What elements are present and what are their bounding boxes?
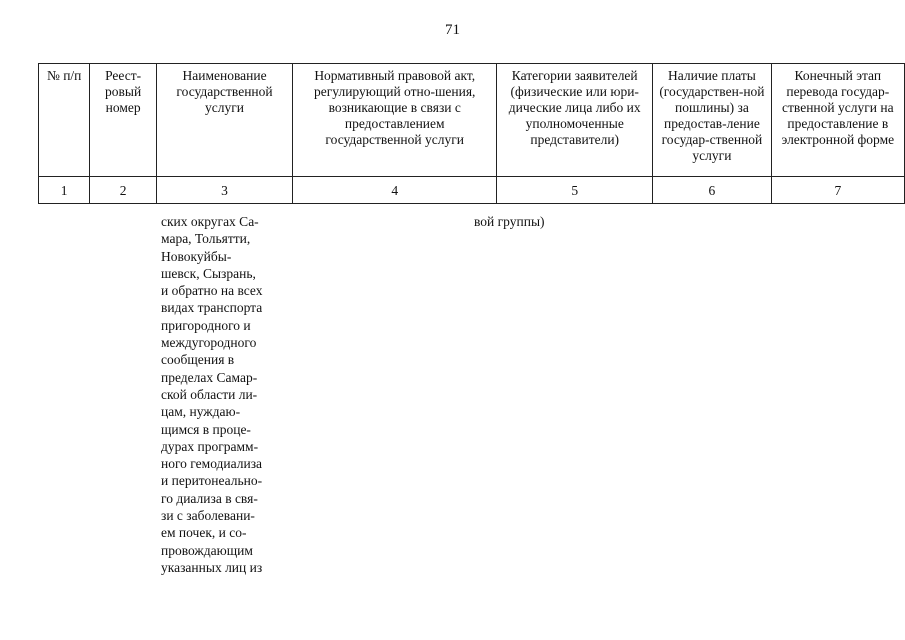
header-cell-applicant-categories: Категории заявителей (физические или юри-дические лица либо их уполномоченные представители) xyxy=(497,64,653,177)
continuation-text-col3 xyxy=(161,213,279,576)
column-number-cell: 6 xyxy=(653,177,771,204)
column-number-cell: 4 xyxy=(293,177,497,204)
column-number-cell: 3 xyxy=(156,177,292,204)
column-number-cell: 1 xyxy=(39,177,90,204)
column-number-cell: 7 xyxy=(771,177,904,204)
text-line: пригородного и xyxy=(161,317,251,333)
text-line: шевск, Сызрань, xyxy=(161,265,256,281)
text-line: дурах программ- xyxy=(161,438,259,454)
header-cell-legal-act: Нормативный правовой акт, регулирующий отно-шения, возникающие в связи с предоставлением государственной услуги xyxy=(293,64,497,177)
text-line: указанных лиц из xyxy=(161,559,263,575)
header-cell-registry-number: Реест-ровый номер xyxy=(90,64,157,177)
text-line: ских округах Са- xyxy=(161,214,259,229)
table-header-row xyxy=(39,64,905,177)
column-number-cell: 2 xyxy=(90,177,157,204)
text-line: провождающим xyxy=(161,542,253,558)
header-cell-final-stage: Конечный этап перевода государ-ственной услуги на предоставление в электронной форме xyxy=(771,64,904,177)
text-line: сообщения в xyxy=(161,352,235,368)
header-cell-service-name: Наименование государственной услуги xyxy=(156,64,292,177)
text-line: зи с заболевани- xyxy=(161,508,255,524)
continuation-text-col5: вой группы) xyxy=(474,214,545,229)
text-line: мара, Тольятти, xyxy=(161,231,251,247)
text-line: го диализа в свя- xyxy=(161,490,258,506)
text-line: и перитонеально- xyxy=(161,473,263,489)
text-line: Новокуйбы- xyxy=(161,248,232,264)
header-cell-number: № п/п xyxy=(39,64,90,177)
text-line: щимся в проце- xyxy=(161,421,251,437)
text-line: и обратно на всех xyxy=(161,283,263,299)
text-line: междугородного xyxy=(161,335,257,351)
page-number: 71 xyxy=(445,22,460,38)
header-cell-fee: Наличие платы (государствен-ной пошлины) за предостав-ление государ-ственной услуги xyxy=(653,64,771,177)
text-line: видах транспорта xyxy=(161,300,263,316)
column-number-cell: 5 xyxy=(497,177,653,204)
text-line: цам, нуждаю- xyxy=(161,404,241,420)
registry-table xyxy=(38,63,905,204)
column-number-row xyxy=(39,177,905,204)
text-line: ской области ли- xyxy=(161,386,258,402)
text-line: ного гемодиализа xyxy=(161,456,263,472)
text-line: пределах Самар- xyxy=(161,369,258,385)
text-line: ем почек, и со- xyxy=(161,525,247,541)
